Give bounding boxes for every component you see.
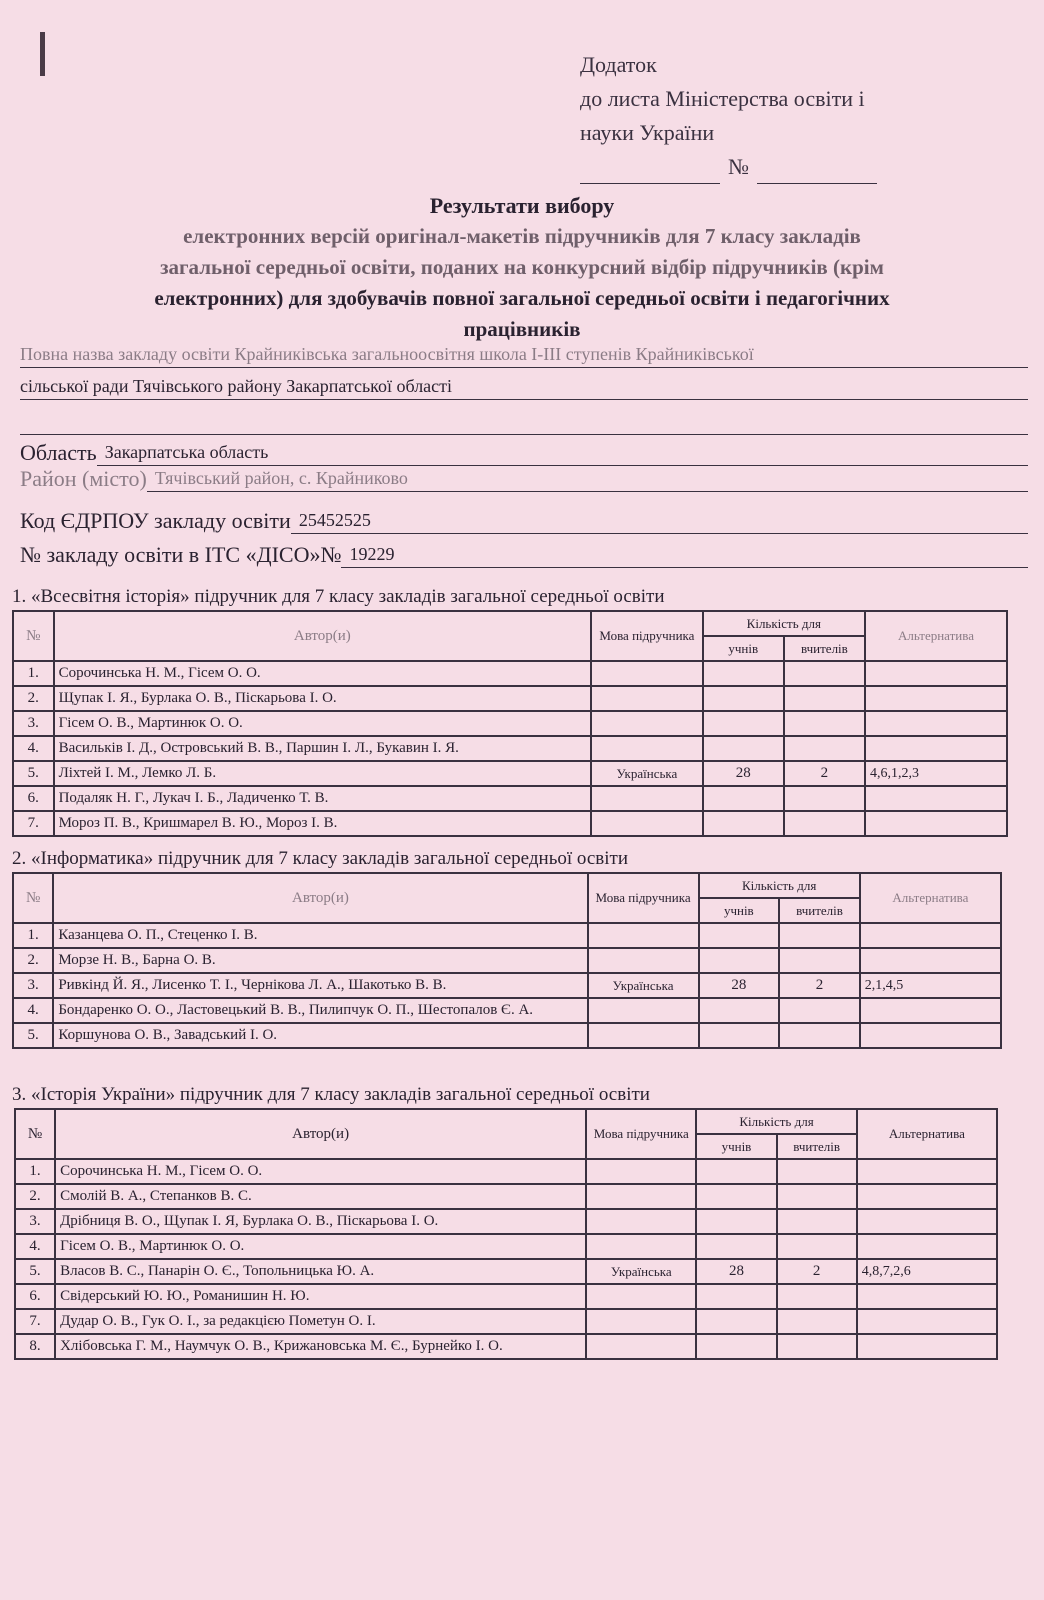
row-students-count — [696, 1284, 776, 1309]
school-name-line-3 — [20, 408, 1028, 435]
staple-mark — [40, 32, 45, 76]
section-3-table — [14, 1108, 998, 1360]
row-authors: Васильків І. Д., Островський В. В., Паршин І. Л., Букавин І. Я. — [54, 736, 592, 761]
header-alternative: Альтернатива — [865, 611, 1007, 661]
table-row — [15, 1159, 997, 1184]
row-students-count: 28 — [703, 761, 784, 786]
table-row — [13, 948, 1001, 973]
row-language — [588, 948, 699, 973]
row-number: 3. — [13, 711, 54, 736]
row-language: Українська — [588, 973, 699, 998]
addendum-block — [580, 48, 877, 184]
row-students-count: 28 — [696, 1259, 776, 1284]
row-authors: Гісем О. В., Мартинюк О. О. — [54, 711, 592, 736]
row-alternative: 4,8,7,2,6 — [857, 1259, 997, 1284]
row-language — [591, 686, 703, 711]
title-line-4: електронних) для здобувачів повної загальної середньої освіти і педагогічних — [154, 286, 890, 310]
row-language — [591, 811, 703, 836]
row-number: 4. — [13, 736, 54, 761]
region-label: Область — [20, 440, 97, 465]
row-students-count — [696, 1234, 776, 1259]
row-alternative — [857, 1209, 997, 1234]
row-alternative — [865, 786, 1007, 811]
row-number: 2. — [13, 948, 53, 973]
row-authors: Сорочинська Н. М., Гісем О. О. — [55, 1159, 586, 1184]
row-language — [588, 923, 699, 948]
row-authors: Подаляк Н. Г., Лукач І. Б., Ладиченко Т. В. — [54, 786, 592, 811]
row-number: 2. — [13, 686, 54, 711]
row-language — [591, 661, 703, 686]
header-num: № — [15, 1109, 55, 1159]
row-alternative — [860, 948, 1001, 973]
table-row — [13, 811, 1007, 836]
table-row — [13, 1023, 1001, 1048]
row-authors: Морзе Н. В., Барна О. В. — [53, 948, 587, 973]
row-alternative — [857, 1309, 997, 1334]
table-row — [15, 1284, 997, 1309]
table-header-row — [15, 1109, 997, 1134]
table-row — [15, 1234, 997, 1259]
row-number: 8. — [15, 1334, 55, 1359]
row-authors: Гісем О. В., Мартинюк О. О. — [55, 1234, 586, 1259]
addendum-line-2: до листа Міністерства освіти і — [580, 86, 865, 111]
row-authors: Сорочинська Н. М., Гісем О. О. — [54, 661, 592, 686]
row-authors: Хлібовська Г. М., Наумчук О. В., Крижановська М. Є., Бурнейко І. О. — [55, 1334, 586, 1359]
header-language: Мова підручника — [586, 1109, 696, 1159]
row-teachers-count — [777, 1334, 857, 1359]
district-value: Тячівський район, с. Крайниково — [147, 470, 1028, 492]
table-row — [13, 786, 1007, 811]
district-label: Район (місто) — [20, 470, 147, 491]
row-teachers-count — [777, 1234, 857, 1259]
row-number: 4. — [15, 1234, 55, 1259]
row-alternative — [865, 736, 1007, 761]
row-number: 6. — [13, 786, 54, 811]
row-authors: Дудар О. В., Гук О. І., за редакцією Пометун О. І. — [55, 1309, 586, 1334]
row-number: 3. — [13, 973, 53, 998]
addendum-line-3: науки України — [580, 120, 715, 145]
section-1-table — [12, 610, 1008, 837]
row-students-count — [703, 686, 784, 711]
title-line-1: Результати вибору — [429, 193, 615, 218]
header-alternative: Альтернатива — [860, 873, 1001, 923]
header-teachers: вчителів — [779, 898, 860, 923]
row-teachers-count: 2 — [784, 761, 865, 786]
row-alternative — [857, 1334, 997, 1359]
title-line-3: загальної середньої освіти, поданих на конкурсний відбір підручників (крім — [160, 255, 884, 279]
row-teachers-count — [779, 1023, 860, 1048]
header-num: № — [13, 611, 54, 661]
row-teachers-count — [777, 1209, 857, 1234]
row-alternative — [857, 1284, 997, 1309]
row-students-count — [699, 998, 780, 1023]
header-teachers: вчителів — [784, 636, 865, 661]
row-teachers-count — [777, 1284, 857, 1309]
row-students-count — [699, 948, 780, 973]
table-row — [13, 973, 1001, 998]
section-2-table — [12, 872, 1002, 1049]
row-teachers-count — [777, 1159, 857, 1184]
row-language — [586, 1209, 696, 1234]
row-authors: Казанцева О. П., Стеценко І. В. — [53, 923, 587, 948]
table-row — [13, 711, 1007, 736]
row-alternative — [857, 1159, 997, 1184]
row-authors: Мороз П. В., Кришмарел В. Ю., Мороз І. В. — [54, 811, 592, 836]
row-students-count — [696, 1159, 776, 1184]
section-3-title: 3. «Історія України» підручник для 7 класу закладів загальної середньої освіти — [12, 1084, 650, 1105]
date-blank — [580, 163, 720, 184]
table-row — [15, 1259, 997, 1284]
edrpou-value: 25452525 — [291, 510, 1028, 534]
table-row — [15, 1184, 997, 1209]
table-row — [13, 686, 1007, 711]
row-language — [588, 1023, 699, 1048]
row-teachers-count — [784, 661, 865, 686]
row-language — [586, 1234, 696, 1259]
row-students-count — [696, 1309, 776, 1334]
row-students-count — [703, 811, 784, 836]
row-number: 5. — [15, 1259, 55, 1284]
row-number: 3. — [15, 1209, 55, 1234]
table-row — [13, 923, 1001, 948]
number-blank — [757, 163, 877, 184]
row-number: 5. — [13, 761, 54, 786]
header-author: Автор(и) — [54, 611, 592, 661]
its-value: 19229 — [341, 544, 1028, 568]
row-alternative: 2,1,4,5 — [860, 973, 1001, 998]
header-students: учнів — [696, 1134, 776, 1159]
table-header-row — [13, 611, 1007, 636]
table-row — [13, 998, 1001, 1023]
row-teachers-count — [777, 1309, 857, 1334]
row-number: 1. — [13, 923, 53, 948]
row-alternative — [857, 1234, 997, 1259]
row-students-count — [696, 1184, 776, 1209]
row-alternative — [865, 661, 1007, 686]
header-language: Мова підручника — [588, 873, 699, 923]
row-authors: Дрібниця В. О., Щупак І. Я, Бурлака О. В., Піскарьова І. О. — [55, 1209, 586, 1234]
region-value: Закарпатська область — [97, 442, 1028, 466]
row-students-count — [703, 786, 784, 811]
row-number: 6. — [15, 1284, 55, 1309]
header-author: Автор(и) — [55, 1109, 586, 1159]
row-language: Українська — [586, 1259, 696, 1284]
row-number: 7. — [13, 811, 54, 836]
edrpou-field — [20, 508, 1028, 534]
row-language — [586, 1159, 696, 1184]
row-teachers-count — [784, 811, 865, 836]
edrpou-label: Код ЄДРПОУ закладу освіти — [20, 508, 291, 533]
row-teachers-count — [779, 923, 860, 948]
table-row — [15, 1309, 997, 1334]
table-row — [15, 1334, 997, 1359]
row-number: 5. — [13, 1023, 53, 1048]
table-row — [15, 1209, 997, 1234]
row-students-count — [699, 1023, 780, 1048]
row-language — [586, 1334, 696, 1359]
row-number: 7. — [15, 1309, 55, 1334]
section-1-title: 1. «Всесвітня історія» підручник для 7 класу закладів загальної середньої освіти — [12, 586, 665, 607]
addendum-number-line — [580, 150, 877, 184]
row-students-count — [696, 1209, 776, 1234]
header-quantity: Кількість для — [699, 873, 860, 898]
row-alternative — [865, 686, 1007, 711]
row-teachers-count — [784, 686, 865, 711]
table-row — [13, 661, 1007, 686]
row-authors: Смолій В. А., Степанков В. С. — [55, 1184, 586, 1209]
region-field — [20, 440, 1028, 466]
header-quantity: Кількість для — [696, 1109, 856, 1134]
row-number: 4. — [13, 998, 53, 1023]
its-field — [20, 542, 1028, 568]
row-authors: Щупак І. Я., Бурлака О. В., Піскарьова І. О. — [54, 686, 592, 711]
row-authors: Коршунова О. В., Завадський І. О. — [53, 1023, 587, 1048]
table-row — [13, 736, 1007, 761]
row-alternative — [865, 811, 1007, 836]
header-author: Автор(и) — [53, 873, 587, 923]
row-language: Українська — [591, 761, 703, 786]
row-number: 2. — [15, 1184, 55, 1209]
section-2-title: 2. «Інформатика» підручник для 7 класу закладів загальної середньої освіти — [12, 848, 629, 869]
header-num: № — [13, 873, 53, 923]
row-alternative — [857, 1184, 997, 1209]
row-language — [586, 1284, 696, 1309]
title-line-5: працівників — [463, 317, 581, 341]
school-name-line-1: Повна назва закладу освіти Крайниківська загальноосвітня школа І-ІІІ ступенів Крайниківської — [20, 344, 1028, 368]
header-language: Мова підручника — [591, 611, 703, 661]
table-row — [13, 761, 1007, 786]
row-language — [586, 1184, 696, 1209]
its-label: № закладу освіти в ІТС «ДІСО»№ — [20, 542, 342, 567]
row-students-count — [703, 711, 784, 736]
row-language — [586, 1309, 696, 1334]
row-language — [588, 998, 699, 1023]
table-header-row — [13, 873, 1001, 898]
row-teachers-count — [777, 1184, 857, 1209]
row-teachers-count — [779, 948, 860, 973]
row-language — [591, 736, 703, 761]
row-students-count — [703, 736, 784, 761]
row-alternative — [860, 923, 1001, 948]
row-teachers-count — [784, 711, 865, 736]
row-teachers-count: 2 — [779, 973, 860, 998]
title-line-2: електронних версій оригінал-макетів підручників для 7 класу закладів — [183, 224, 861, 248]
row-authors: Ривкінд Й. Я., Лисенко Т. І., Чернікова Л. А., Шакотько В. В. — [53, 973, 587, 998]
row-teachers-count: 2 — [777, 1259, 857, 1284]
row-alternative — [860, 1023, 1001, 1048]
row-authors: Свідерський Ю. Ю., Романишин Н. Ю. — [55, 1284, 586, 1309]
row-language — [591, 711, 703, 736]
header-students: учнів — [699, 898, 780, 923]
header-alternative: Альтернатива — [857, 1109, 997, 1159]
row-students-count — [696, 1334, 776, 1359]
row-authors: Бондаренко О. О., Ластовецький В. В., Пилипчук О. П., Шестопалов Є. А. — [53, 998, 587, 1023]
row-alternative: 4,6,1,2,3 — [865, 761, 1007, 786]
row-number: 1. — [13, 661, 54, 686]
row-teachers-count — [779, 998, 860, 1023]
row-authors: Ліхтей І. М., Лемко Л. Б. — [54, 761, 592, 786]
header-quantity: Кількість для — [703, 611, 865, 636]
row-alternative — [860, 998, 1001, 1023]
header-students: учнів — [703, 636, 784, 661]
addendum-line-1: Додаток — [580, 52, 657, 77]
row-teachers-count — [784, 736, 865, 761]
row-students-count — [699, 923, 780, 948]
row-authors: Власов В. С., Панарін О. Є., Топольницька Ю. А. — [55, 1259, 586, 1284]
row-alternative — [865, 711, 1007, 736]
row-students-count — [703, 661, 784, 686]
row-language — [591, 786, 703, 811]
header-teachers: вчителів — [777, 1134, 857, 1159]
document-title — [20, 190, 1024, 345]
row-teachers-count — [784, 786, 865, 811]
school-name-line-2: сільської ради Тячівського району Закарпатської області — [20, 376, 1028, 400]
row-number: 1. — [15, 1159, 55, 1184]
district-field — [20, 470, 1028, 492]
number-sign: № — [728, 154, 749, 179]
row-students-count: 28 — [699, 973, 780, 998]
